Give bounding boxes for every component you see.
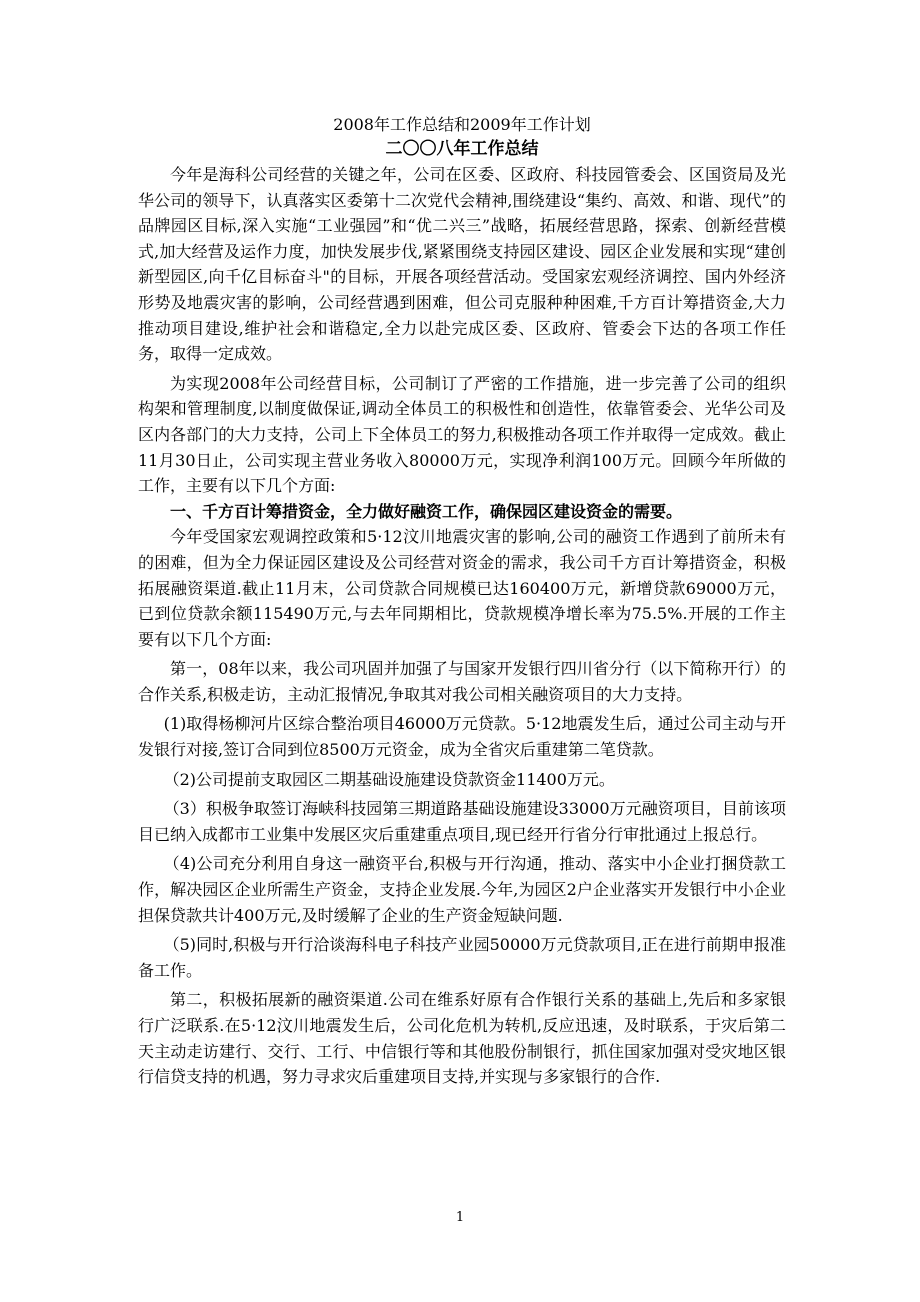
document-title: 2008年工作总结和2009年工作计划 bbox=[333, 115, 591, 134]
paragraph-measures: 为实现2008年公司经营目标，公司制订了严密的工作措施，进一步完善了公司的组织构架和管理制度,以制度做保证,调动全体员工的积极性和创造性，依靠管委会、光华公司及区内各部门的大力支持，公司上下全体员工的努力,积极推动各项工作并取得一定成效。截止11月30日止，公司实现主营业务收入80000万元，实现净利润100万元。回顾今年所做的工作，主要有以下几个方面: bbox=[138, 373, 786, 496]
list-item-2: （2)公司提前支取园区二期基础设施建设贷款资金11400万元。 bbox=[163, 769, 615, 789]
section-title: 二〇〇八年工作总结 bbox=[385, 139, 539, 159]
paragraph-second: 第二，积极拓展新的融资渠道.公司在维系好原有合作银行关系的基础上,先后和多家银行广泛联系.在5·12汶川地震发生后，公司化危机为转机,反应迅速，及时联系，于灾后第二天主动走访建行、交行、工行、中信银行等和其他股份制银行，抓住国家加强对受灾地区银行信贷支持的机遇，努力寻求灾后重建项目支持,并实现与多家银行的合作. bbox=[138, 990, 786, 1087]
document-body bbox=[138, 113, 786, 1090]
list-item-5: （5)同时,积极与开行洽谈海科电子科技产业园50000万元贷款项目,正在进行前期申报准备工作。 bbox=[138, 935, 786, 980]
list-item-3: （3）积极争取签订海峡科技园第三期道路基础设施建设33000万元融资项目，目前该项目已纳入成都市工业集中发展区灾后重建重点项目,现已经开行省分行审批通过上报总行。 bbox=[138, 799, 786, 844]
page-number: 1 bbox=[455, 1210, 465, 1225]
paragraph-first: 第一，08年以来，我公司巩固并加强了与国家开发银行四川省分行（以下简称开行）的合作关系,积极走访，主动汇报情况,争取其对我公司相关融资项目的大力支持。 bbox=[138, 659, 786, 704]
list-item-4: （4)公司充分利用自身这一融资平台,积极与开行沟通，推动、落实中小企业打捆贷款工作，解决园区企业所需生产资金，支持企业发展.今年,为园区2户企业落实开发银行中小企业担保贷款共计400万元,及时缓解了企业的生产资金短缺问题. bbox=[138, 854, 786, 925]
list-item-1: (1)取得杨柳河片区综合整治项目46000万元贷款。5·12地震发生后，通过公司主动与开发银行对接,签订合同到位8500万元资金，成为全省灾后重建第二笔贷款。 bbox=[138, 714, 786, 760]
paragraph-financing: 今年受国家宏观调控政策和5·12汶川地震灾害的影响,公司的融资工作遇到了前所未有的困难，但为全力保证园区建设及公司经营对资金的需求，我公司千方百计筹措资金，积极拓展融资渠道.截止11月末，公司贷款合同规模已达160400万元，新增贷款69000万元，已到位贷款余额115490万元,与去年同期相比，贷款规模净增长率为75.5%.开展的工作主要有以下几个方面: bbox=[138, 527, 786, 649]
paragraph-intro: 今年是海科公司经营的关键之年，公司在区委、区政府、科技园管委会、区国资局及光华公司的领导下，认真落实区委第十二次党代会精神,围绕建设“集约、高效、和谐、现代”的品牌园区目标,深入实施“工业强园”和“优二兴三”战略，拓展经营思路，探索、创新经营模式,加大经营及运作力度，加快发展步伐,紧紧围绕支持园区建设、园区企业发展和实现“建创新型园区,向千亿目标奋斗"的目标，开展各项经营活动。受国家宏观经济调控、国内外经济形势及地震灾害的影响，公司经营遇到困难，但公司克服种种困难,千方百计筹措资金,大力推动项目建设,维护社会和谐稳定,全力以赴完成区委、区政府、管委会下达的各项工作任务，取得一定成效。 bbox=[138, 165, 786, 364]
heading-financing: 一、千方百计筹措资金，全力做好融资工作，确保园区建设资金的需要。 bbox=[170, 501, 683, 521]
